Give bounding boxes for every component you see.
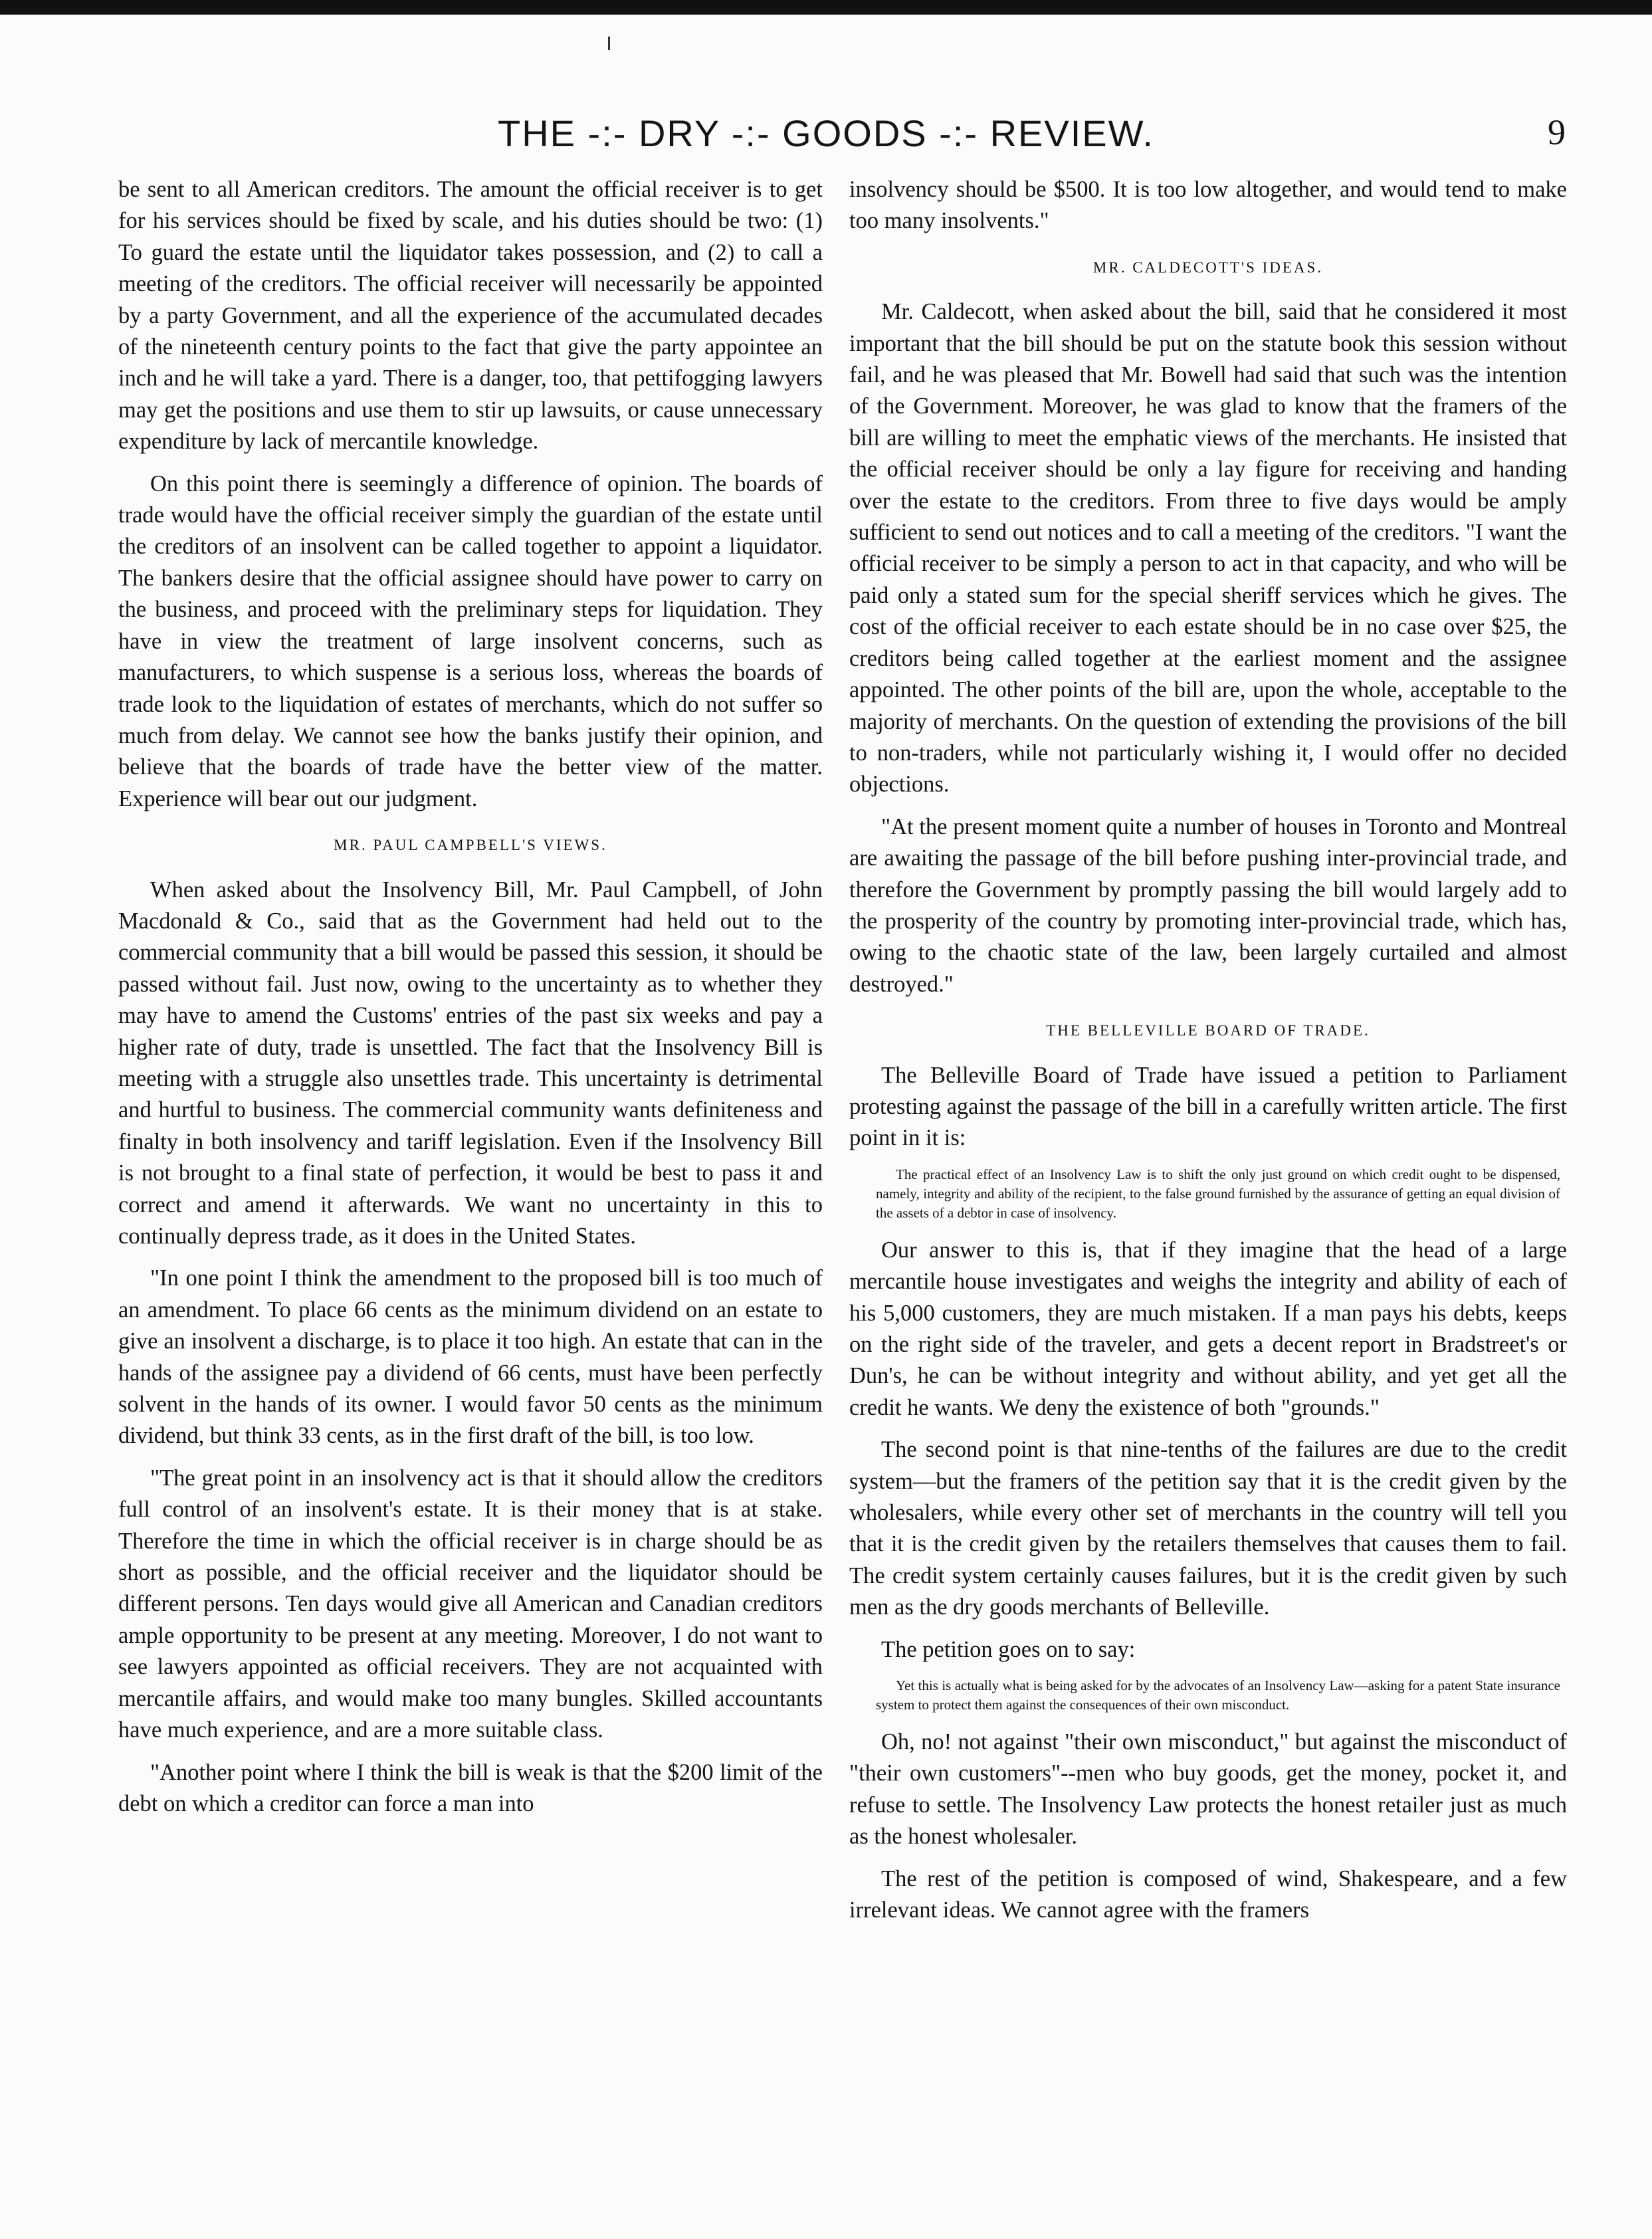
paragraph: The rest of the petition is composed of wind, Shakespeare, and a few irrelevant ideas. We cannot agree with the framers (849, 1866, 1567, 1923)
page-number: 9 (1548, 112, 1566, 152)
paragraph: On this point there is seemingly a difference of opinion. The boards of trade would have the official receiver simply the guardian of the estate until the creditors of an insolvent can be called together to appoint a liquidator. The bankers desire that the official assignee should have power to carry on the business, and proceed with the preliminary steps for liquidation. They have in view the treatment of large insolvent concerns, such as manufacturers, to which suspense is a serious loss, whereas the boards of trade look to the liquidation of estates of merchants, which do not suffer so much from delay. We cannot see how the banks justify their opinion, and believe that the boards of trade have the better view of the matter. Experience will bear out our judgment. (118, 471, 823, 811)
paragraph: "In one point I think the amendment to the proposed bill is too much of an amendment. To place 66 cents as the minimum dividend on an estate to give an insolvent a discharge, is to place it too high. An estate that can in the hands of the assignee pay a dividend of 66 cents, must have been perfectly solvent in the hands of its owner. I would favor 50 cents as the minimum dividend, but think 33 cents, as in the first draft of the bill, is too low. (118, 1265, 823, 1449)
section-heading: MR. CALDECOTT'S IDEAS. (1092, 259, 1324, 276)
scan-top-border (0, 0, 1652, 15)
paragraph: be sent to all American creditors. The amount the official receiver is to get for his services should be fixed by scale, and his duties should be two: (1) To guard the estate until the liquidator takes possession, and (2) to call a meeting of the creditors. The official receiver will necessarily be appointed by a party Government, and all the experience of the accumulated decades of the nineteenth century points to the fact that give the party appointee an inch and he will take a yard. There is a danger, too, that pettifogging lawyers may get the positions and use them to stir up lawsuits, or cause unnecessary expenditure by lack of mercantile knowledge. (118, 177, 823, 455)
paragraph: Our answer to this is, that if they imagine that the head of a large mercantile house investigates and weighs the integrity and ability of each of his 5,000 customers, they are much mistaken. If a man pays his debts, keeps on the right side of the traveler, and gets a decent report in Bradstreet's or Dun's, he can be without integrity and without ability, and yet get all the credit he wants. We deny the existence of both "grounds." (849, 1237, 1567, 1420)
section-heading: MR. PAUL CAMPBELL'S VIEWS. (334, 837, 607, 854)
paragraph: "At the present moment quite a number of houses in Toronto and Montreal are awaiting the passage of the bill before pushing inter-provincial trade, and therefore the Government by promptly passing the bill would largely add to the prosperity of the country by promoting inter-provincial trade, which has, owing to the chaotic state of the law, been largely curtailed and almost destroyed." (849, 813, 1567, 997)
paragraph: "Another point where I think the bill is weak is that the $200 limit of the debt on which a creditor can force a man into (118, 1759, 823, 1816)
paragraph: "The great point in an insolvency act is that it should allow the creditors full control of an insolvent's estate. It is their money that is at stake. Therefore the time in which the official receiver is in charge should be as short as possible, and the official receiver and the liquidator should be different persons. Ten days would give all American and Canadian creditors ample opportunity to be present at any meeting. Moreover, I do not want to see lawyers appointed as official receivers. They are not acquainted with mercantile affairs, and would make too many bungles. Skilled accountants have much experience, and are a more suitable class. (118, 1465, 823, 1743)
paragraph: The petition goes on to say: (881, 1636, 1136, 1662)
block-quote: Yet this is actually what is being asked for by the advocates of an Insolvency Law—asking for a patent State insurance system to protect them against the consequences of their own misconduct. (876, 1677, 1560, 1713)
paragraph: When asked about the Insolvency Bill, Mr. Paul Campbell, of John Macdonald & Co., said that as the Government had held out to the commercial community that a bill would be passed this session, it should be passed without fail. Just now, owing to the uncertainty as to whether they may have to amend the Customs' entries of the past six weeks and pay a higher rate of duty, trade is unsettled. The fact that the Insolvency Bill is meeting with a struggle also unsettles trade. This uncertainty is detrimental and hurtful to business. The commercial community wants definiteness and finalty in both insolvency and tariff legislation. Even if the Insolvency Bill is not brought to a final state of perfection, it would be best to pass it and correct and amend it afterwards. We want no uncertainty in this to continually depress trade, as it does in the United States. (118, 877, 823, 1249)
paragraph: insolvency should be $500. It is too low altogether, and would tend to make too many insolvents." (849, 177, 1567, 234)
left-column (118, 174, 823, 1830)
page-title: THE -:- DRY -:- GOODS -:- REVIEW. (498, 112, 1154, 154)
page-header (0, 112, 1652, 158)
paragraph: The second point is that nine-tenths of the failures are due to the credit system—but the framers of the petition say that it is the credit given by the wholesalers, while every other set of merchants in the country will tell you that it is the credit given by the retailers themselves that causes them to fail. The credit system certainly causes failures, but it is the credit given by such men as the dry goods merchants of Belleville. (849, 1437, 1567, 1620)
paragraph: The Belleville Board of Trade have issued a petition to Parliament protesting against the passage of the bill in a carefully written article. The first point in it is: (849, 1062, 1568, 1151)
paragraph: Oh, no! not against "their own misconduct," but against the misconduct of "their own customers"--men who buy goods, get the money, pocket it, and refuse to settle. The Insolvency Law protects the honest retailer just as much as the honest wholesaler. (849, 1729, 1567, 1850)
block-quote: The practical effect of an Insolvency Law is to shift the only just ground on which credit ought to be dispensed, namely, integrity and ability of the recipient, to the false ground furnished by the assurance of getting an equal division of the assets of a debtor in case of insolvency. (876, 1166, 1560, 1221)
paragraph: Mr. Caldecott, when asked about the bill, said that he considered it most important that the bill should be put on the statute book this session without fail, and he was pleased that Mr. Bowell had said that such was the intention of the Government. Moreover, he was glad to know that the framers of the bill are willing to meet the emphatic views of the merchants. He insisted that the official receiver should be only a lay figure for receiving and handing over the estate to the creditors. From three to five days would be amply sufficient to send out notices and to call a meeting of the creditors. "I want the official receiver to be simply a person to act in that capacity, and who will be paid only a stated sum for the special sheriff services which he gives. The cost of the official receiver to each estate should be in no case over $25, the creditors being called together at the earliest moment and the assignee appointed. The other points of the bill are, upon the whole, acceptable to the majority of merchants. On the question of extending the provisions of the bill to non-traders, while not particularly wishing it, I would offer no decided objections. (849, 299, 1567, 798)
right-column (849, 174, 1567, 1937)
scan-mark (608, 37, 610, 50)
section-heading: THE BELLEVILLE BOARD OF TRADE. (1046, 1022, 1370, 1039)
